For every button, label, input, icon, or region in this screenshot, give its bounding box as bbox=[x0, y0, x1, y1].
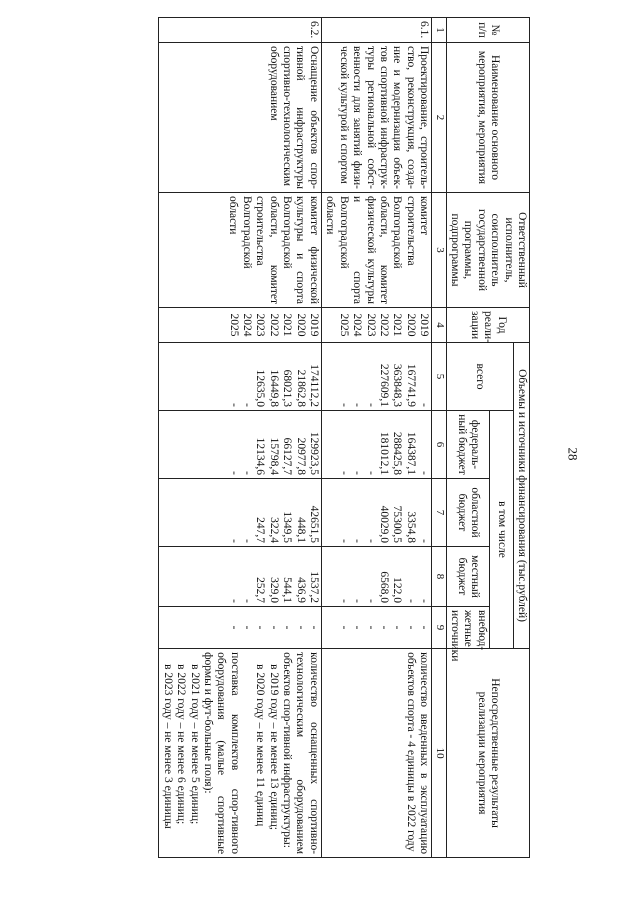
table-row bbox=[159, 18, 321, 858]
extra-value: - bbox=[307, 625, 320, 630]
years-column-cell bbox=[159, 308, 321, 343]
col-number: 9 bbox=[432, 607, 446, 649]
result-line: количество введенных в эксплуатацию объектов спорта - 4 единицы в 2022 году bbox=[404, 652, 431, 855]
total-column-cell bbox=[321, 343, 431, 411]
header-col-number: № п/п bbox=[446, 18, 529, 43]
year-value: 2025 bbox=[337, 313, 350, 337]
federal-value: 15798,4 bbox=[267, 437, 280, 475]
extra-column-cell bbox=[321, 607, 431, 649]
year-value: 2020 bbox=[404, 313, 417, 337]
local-value: 122,0 bbox=[391, 577, 404, 603]
col-number: 1 bbox=[432, 18, 446, 43]
extra-value: - bbox=[337, 625, 350, 630]
header-col-year: Год реали-зации bbox=[446, 308, 529, 343]
rotated-page-content bbox=[10, 17, 530, 857]
local-value: - bbox=[364, 599, 377, 603]
col-number: 6 bbox=[432, 411, 446, 479]
col-number: 3 bbox=[432, 193, 446, 308]
regional-value: 3354,8 bbox=[404, 511, 417, 543]
local-value: - bbox=[404, 599, 417, 603]
header-local: местный бюджет bbox=[446, 547, 489, 607]
regional-value: - bbox=[351, 539, 364, 543]
year-value: 2021 bbox=[281, 313, 294, 337]
local-value: - bbox=[351, 599, 364, 603]
federal-value: - bbox=[351, 471, 364, 475]
federal-value: 66127,7 bbox=[281, 437, 294, 475]
year-value: 2024 bbox=[351, 313, 364, 337]
regional-value: 40029,0 bbox=[377, 505, 390, 543]
extra-value: - bbox=[391, 625, 404, 630]
col-number: 2 bbox=[432, 43, 446, 193]
extra-value: - bbox=[281, 625, 294, 630]
header-regional: областной бюджет bbox=[446, 479, 489, 547]
measure-name: Проектирование, строитель-ство, реконструкция, созда-ние и модернизация объек-тов спортивной инфраструк-туры региональной собст-венности для занятий физи-ческой культурой и спортом bbox=[321, 43, 431, 193]
header-col-name: Наименование основного мероприятия, мероприятия bbox=[446, 43, 529, 193]
years-column-cell bbox=[321, 308, 431, 343]
table-row bbox=[321, 18, 431, 858]
responsible-executor: комитет физической культуры и спорта Волгоградской области, комитет строительства Волгоградской области bbox=[159, 193, 321, 308]
federal-value: 288425,8 bbox=[391, 431, 404, 475]
extra-value: - bbox=[240, 625, 253, 630]
regional-value: 247,7 bbox=[254, 517, 267, 543]
header-funding-group: Объемы и источники финансирования (тыс.рублей) bbox=[513, 343, 529, 649]
result-line: в 2022 году – не менее 6 единиц; bbox=[175, 664, 188, 825]
local-column-cell bbox=[159, 547, 321, 607]
local-value: - bbox=[240, 599, 253, 603]
program-measures-table bbox=[158, 17, 530, 858]
local-value: - bbox=[227, 599, 240, 603]
year-value: 2023 bbox=[254, 313, 267, 337]
header-col-executor: Ответственный исполнитель, соисполнитель государственной программы, подпрограммы bbox=[446, 193, 529, 308]
extra-value: - bbox=[418, 625, 431, 630]
local-value: - bbox=[337, 599, 350, 603]
local-value: 544,1 bbox=[281, 577, 294, 603]
total-value: - bbox=[337, 403, 350, 407]
federal-value: - bbox=[337, 471, 350, 475]
year-value: 2024 bbox=[240, 313, 253, 337]
total-value: 68021,3 bbox=[281, 369, 294, 407]
federal-value: 181012,1 bbox=[377, 431, 390, 475]
total-value: 21862,8 bbox=[294, 369, 307, 407]
year-value: 2019 bbox=[418, 313, 431, 337]
page-number: 28 bbox=[565, 447, 581, 461]
header-extra: внебюд-жетные источники bbox=[446, 607, 489, 649]
extra-value: - bbox=[294, 625, 307, 630]
local-value: - bbox=[418, 599, 431, 603]
col-number: 10 bbox=[432, 649, 446, 858]
result-line: поставка комплектов спор-тивного оборудования (малые спортивные формы и фут-больные поля): bbox=[202, 652, 241, 855]
extra-column-cell bbox=[159, 607, 321, 649]
year-value: 2022 bbox=[267, 313, 280, 337]
result-gap bbox=[241, 652, 253, 854]
row-number: 6.2. bbox=[159, 18, 321, 43]
header-federal: федераль-ный бюджет bbox=[446, 411, 489, 479]
local-value: 252,7 bbox=[254, 577, 267, 603]
header-including: в том числе bbox=[489, 411, 513, 649]
regional-value: - bbox=[418, 539, 431, 543]
regional-value: 75300,5 bbox=[391, 505, 404, 543]
regional-column-cell bbox=[159, 479, 321, 547]
year-value: 2023 bbox=[364, 313, 377, 337]
federal-value: 20977,8 bbox=[294, 437, 307, 475]
total-value: 227609,1 bbox=[377, 363, 390, 407]
federal-column-cell bbox=[321, 411, 431, 479]
result-line: в 2021 году – не менее 5 единиц; bbox=[188, 664, 201, 825]
federal-value: 164387,1 bbox=[404, 431, 417, 475]
total-column-cell bbox=[159, 343, 321, 411]
column-number-row bbox=[432, 18, 446, 858]
regional-value: 1349,5 bbox=[281, 511, 294, 543]
federal-value: - bbox=[240, 471, 253, 475]
result-line: в 2019 году – не менее 13 единиц; bbox=[267, 664, 280, 830]
total-value: 174112,2 bbox=[307, 364, 320, 407]
col-number: 7 bbox=[432, 479, 446, 547]
total-value: - bbox=[240, 403, 253, 407]
row-number: 6.1. bbox=[321, 18, 431, 43]
regional-value: - bbox=[337, 539, 350, 543]
extra-value: - bbox=[404, 625, 417, 630]
federal-value: 129923,5 bbox=[307, 431, 320, 475]
federal-column-cell bbox=[159, 411, 321, 479]
total-value: 12635,0 bbox=[254, 369, 267, 407]
regional-value: 448,1 bbox=[294, 517, 307, 543]
total-value: - bbox=[364, 403, 377, 407]
local-value: 329,0 bbox=[267, 577, 280, 603]
col-number: 8 bbox=[432, 547, 446, 607]
local-column-cell bbox=[321, 547, 431, 607]
year-value: 2019 bbox=[307, 313, 320, 337]
regional-column-cell bbox=[321, 479, 431, 547]
extra-value: - bbox=[254, 625, 267, 630]
result-cell bbox=[321, 649, 431, 858]
total-value: - bbox=[227, 403, 240, 407]
year-value: 2020 bbox=[294, 313, 307, 337]
col-number: 5 bbox=[432, 343, 446, 411]
total-value: 16449,8 bbox=[267, 369, 280, 407]
result-cell bbox=[159, 649, 321, 858]
year-value: 2022 bbox=[377, 313, 390, 337]
year-value: 2025 bbox=[227, 313, 240, 337]
result-line: в 2020 году – не менее 11 единиц bbox=[254, 664, 267, 827]
extra-value: - bbox=[227, 625, 240, 630]
total-value: - bbox=[418, 403, 431, 407]
header-col-result: Непосредственные результаты реализации мероприятия bbox=[446, 649, 529, 858]
total-value: 167741,9 bbox=[404, 363, 417, 407]
extra-value: - bbox=[364, 625, 377, 630]
local-value: 1537,2 bbox=[307, 571, 320, 603]
extra-value: - bbox=[377, 625, 390, 630]
total-value: 363848,3 bbox=[391, 363, 404, 407]
regional-value: - bbox=[227, 539, 240, 543]
federal-value: - bbox=[227, 471, 240, 475]
regional-value: 322,4 bbox=[267, 517, 280, 543]
year-value: 2021 bbox=[391, 313, 404, 337]
federal-value: - bbox=[364, 471, 377, 475]
total-value: - bbox=[351, 403, 364, 407]
local-value: 436,9 bbox=[294, 577, 307, 603]
result-line: количество оснащенных спортивно-технологическим оборудованием объектов спор-тивной инфраструктуры: bbox=[281, 652, 320, 855]
col-number: 4 bbox=[432, 308, 446, 343]
header-total: всего bbox=[446, 343, 513, 411]
regional-value: - bbox=[364, 539, 377, 543]
federal-value: - bbox=[418, 471, 431, 475]
result-line: в 2023 году – не менее 3 единицы bbox=[161, 664, 174, 829]
responsible-executor: комитет строительства Волгоградской области, комитет физической культуры и спорта Волгоградской области bbox=[321, 193, 431, 308]
regional-value: - bbox=[240, 539, 253, 543]
measure-name: Оснащение объектов спор-тивной инфраструктуры спортивно-технологическим оборудованием bbox=[159, 43, 321, 193]
extra-value: - bbox=[351, 625, 364, 630]
regional-value: 42651,5 bbox=[307, 505, 320, 543]
federal-value: 12134,6 bbox=[254, 437, 267, 475]
local-value: 6568,0 bbox=[377, 571, 390, 603]
extra-value: - bbox=[267, 625, 280, 630]
